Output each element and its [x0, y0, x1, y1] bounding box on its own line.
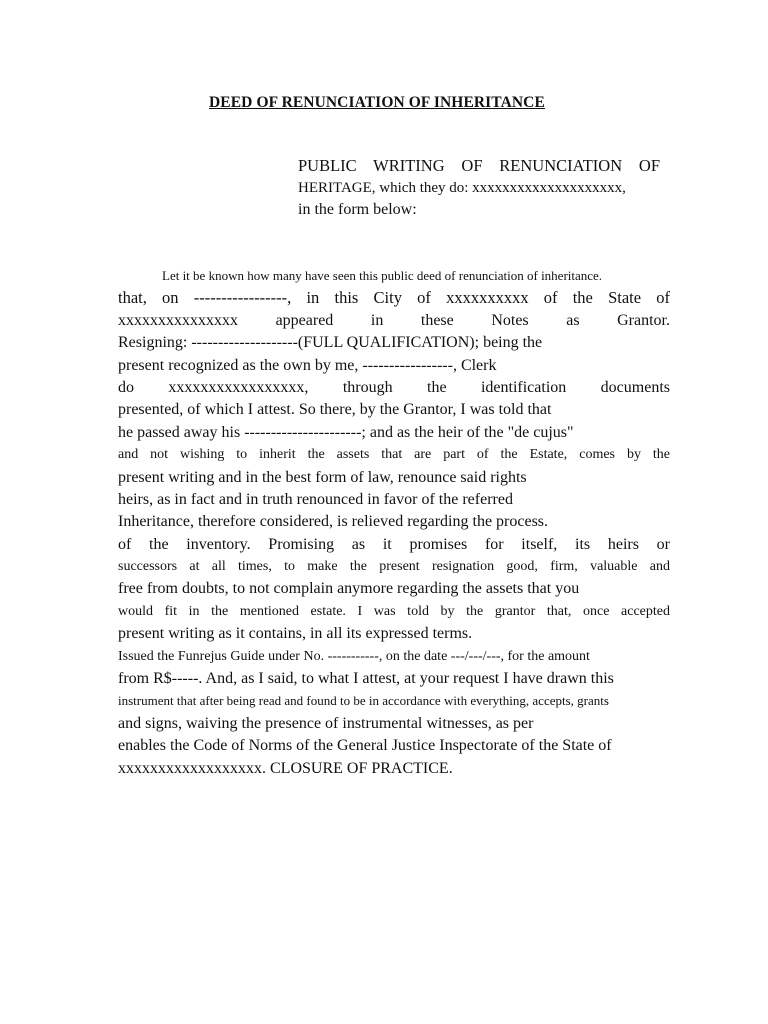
body-line: that, on -----------------, in this City of xxxxxxxxxx of the State of: [118, 288, 670, 308]
heading-line: PUBLIC WRITING OF RENUNCIATION OF: [298, 156, 660, 175]
body-line: Let it be known how many have seen this public deed of renunciation of inheritance.: [162, 268, 603, 283]
body-line: presented, of which I attest. So there, by the Grantor, I was told that: [118, 401, 552, 419]
heading-line: in the form below:: [298, 201, 417, 218]
body-line: Issued the Funrejus Guide under No. -----------, on the date ---/---/---, for the amount: [118, 648, 590, 664]
heading-line: HERITAGE, which they do: xxxxxxxxxxxxxxxxxxxx,: [298, 180, 626, 196]
body-line: present writing as it contains, in all its expressed terms.: [118, 625, 473, 643]
document-title: DEED OF RENUNCIATION OF INHERITANCE: [209, 94, 545, 111]
body-line: enables the Code of Norms of the General Justice Inspectorate of the State of: [118, 737, 612, 755]
body-line: heirs, as in fact and in truth renounced in favor of the referred: [118, 490, 513, 508]
body-line: would fit in the mentioned estate. I was told by the grantor that, once accepted: [118, 603, 670, 619]
body-line: successors at all times, to make the present resignation good, firm, valuable and: [118, 559, 670, 575]
body-line: present writing and in the best form of law, renounce said rights: [118, 468, 527, 486]
body-line: instrument that after being read and found to be in accordance with everything, accepts, grants: [118, 693, 609, 709]
body-line: free from doubts, to not complain anymore regarding the assets that you: [118, 580, 580, 598]
document-body: [118, 265, 670, 780]
heading-block: [298, 155, 660, 221]
body-line: Inheritance, therefore considered, is relieved regarding the process.: [118, 513, 549, 531]
body-line: xxxxxxxxxxxxxxx appeared in these Notes as Grantor.: [118, 311, 670, 329]
body-line: xxxxxxxxxxxxxxxxxx. CLOSURE OF PRACTICE.: [118, 759, 453, 777]
body-line: from R$-----. And, as I said, to what I attest, at your request I have drawn this: [118, 670, 614, 688]
body-line: do xxxxxxxxxxxxxxxxx, through the identification documents: [118, 378, 670, 396]
body-line: and not wishing to inherit the assets that are part of the Estate, comes by the: [118, 447, 670, 463]
body-line: he passed away his ----------------------; and as the heir of the "de cujus": [118, 423, 574, 441]
body-line: Resigning: --------------------(FULL QUALIFICATION); being the: [118, 334, 543, 352]
body-line: and signs, waiving the presence of instrumental witnesses, as per: [118, 714, 534, 732]
body-line: of the inventory. Promising as it promises for itself, its heirs or: [118, 535, 670, 553]
body-line: present recognized as the own by me, -----------------, Clerk: [118, 356, 497, 374]
